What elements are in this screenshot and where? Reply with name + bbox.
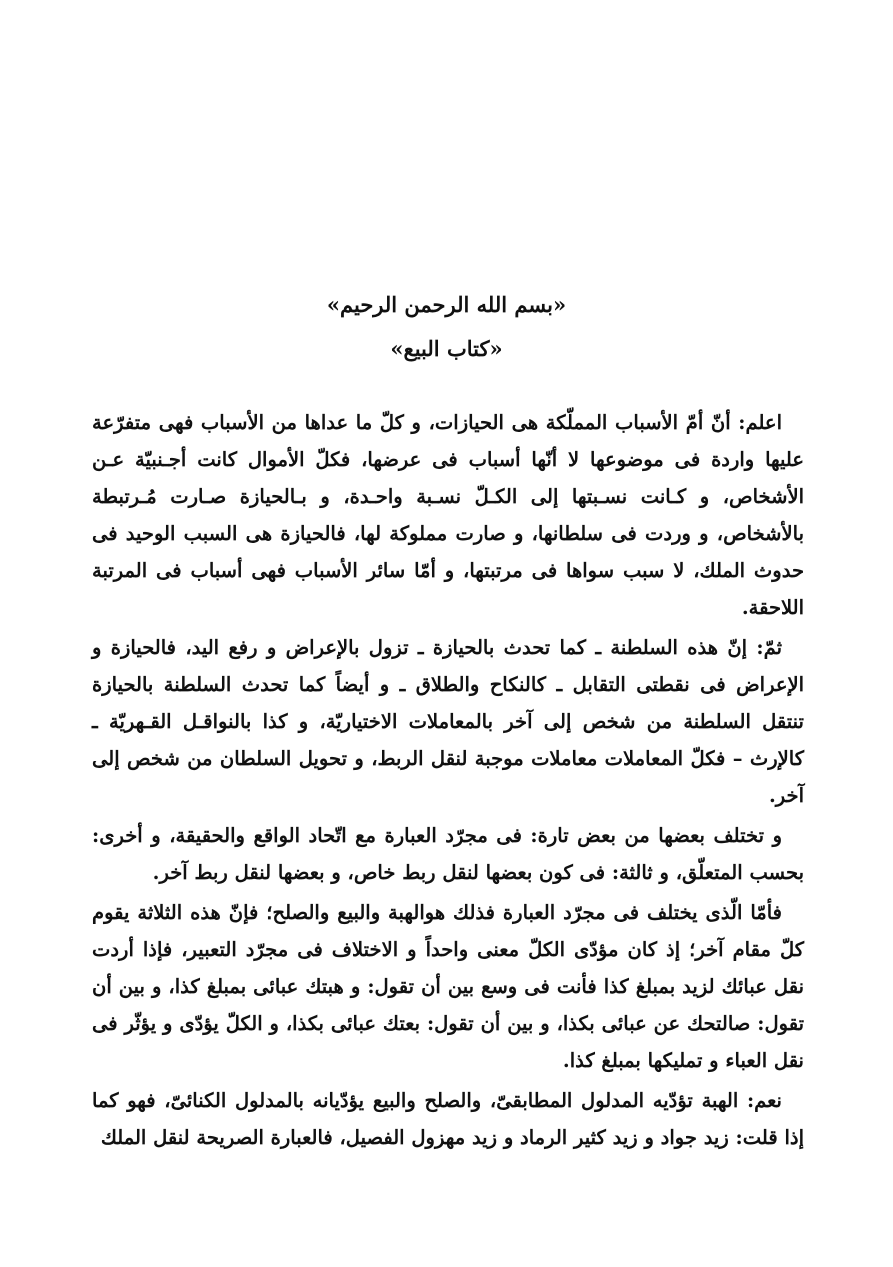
paragraph: نعم: الهبة تؤدّيه المدلول المطابقىّ، والصلح والبيع يؤدّيانه بالمدلول الكنائىّ، فهو كما إذا قلت: زيد جواد و زيد كثير الرماد و زيد مهزول الفصيل، فالعبارة الصريحة لنقل الملك <box>92 1089 804 1149</box>
body-text <box>92 404 804 1159</box>
paragraph: فأمّا الّذى يختلف فى مجرّد العبارة فذلك هوالهبة والبيع والصلح؛ فإنّ هذه الثلاثة يقوم كلّ مقام آخر؛ إذ كان مؤدّى الكلّ معنى واحداً و الاختلاف فى مجرّد التعبير، فإذا أردت نقل عبائك لزيد بمبلغ كذا فأنت فى وسع بين أن تقول: و هبتك عبائى بمبلغ كذا، و بين أن تقول: صالتحك عن عبائى بكذا، و بين أن تقول: بعتك عبائى بكذا، و الكلّ يؤدّى و يؤثّر فى نقل العباء و تمليكها بمبلغ كذا. <box>92 901 804 1072</box>
paragraph: اعلم: أنّ أمّ الأسباب المملّكة هى الحيازات، و كلّ ما عداها من الأسباب فهى متفرّعة عليها واردة فى موضوعها لا أنّها أسباب فى عرضها، فكلّ الأموال كانت أجـنبيّة عـن الأشخاص، و كـانت نسـبتها إلى الكـلّ نسـبة واحـدة، و بـالحيازة صـارت مُـرتبطة بالأشخاص، و وردت فى سلطانها، و صارت مملوكة لها، فالحيازة هى السبب الوحيد فى حدوث الملك، لا سبب سواها فى مرتبتها، و أمّا سائر الأسباب فهى أسباب فى المرتبة اللاحقة. <box>92 411 804 619</box>
basmala-heading: «بسم الله الرحمن الرحيم» <box>326 292 567 317</box>
paragraph: ثمّ: إنّ هذه السلطنة ـ كما تحدث بالحيازة ـ تزول بالإعراض و رفع اليد، فالحيازة و الإعراض فى نقطتى التقابل ـ كالنكاح والطلاق ـ و أيضاً كما تحدث السلطنة بالحيازة تنتقل السلطنة من شخص إلى آخر بالمعاملات الاختياريّة، و كذا بالنواقـل القـهريّة ـ كالإرث – فكلّ المعاملات معاملات موجبة لنقل الربط، و تحويل السلطان من شخص إلى آخر. <box>92 636 804 807</box>
document-headings <box>0 283 893 371</box>
paragraph: و تختلف بعضها من بعض تارة: فى مجرّد العبارة مع اتّحاد الواقع والحقيقة، و أخرى: بحسب المتعلّق، و ثالثة: فى كون بعضها لنقل ربط خاص، و بعضها لنقل ربط آخر. <box>92 824 804 884</box>
chapter-title: «كتاب البيع» <box>390 336 503 361</box>
